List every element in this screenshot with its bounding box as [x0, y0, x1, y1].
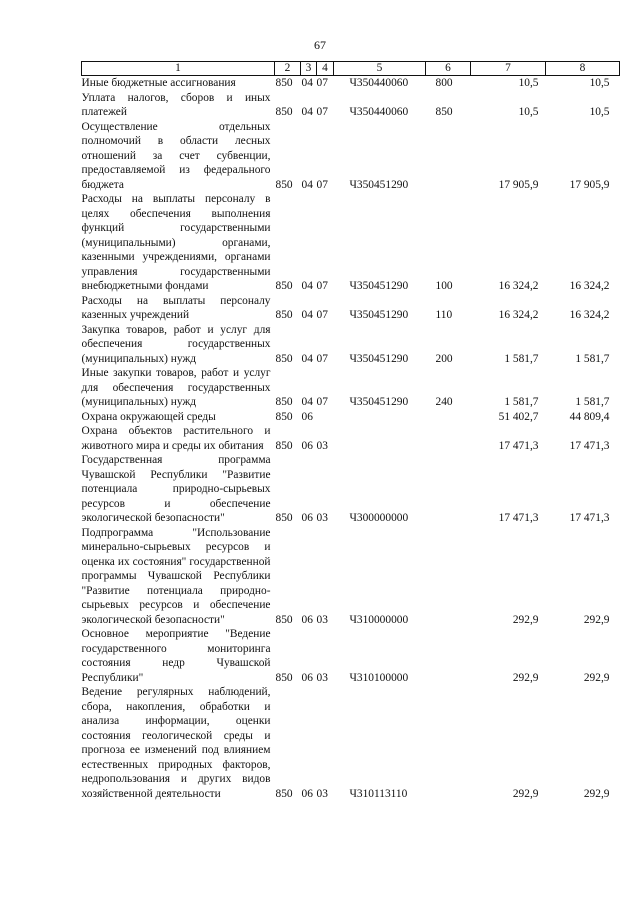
row-sum-year-2: 44 809,4 — [569, 410, 610, 423]
table-row — [82, 627, 620, 685]
row-subsection-code — [317, 410, 334, 425]
row-expense-type: 800 — [435, 77, 453, 89]
row-name: Ведение регулярных наблюдений, сбора, накопления, обработки и анализа информации, оценки состояния геологической среды и прогноза ее изменений под влиянием естественных природных факторов, недропользования и других видов хозяйственной деятельности — [81, 686, 271, 800]
row-expense-type: 100 — [435, 280, 453, 292]
header-row — [82, 62, 620, 76]
row-sum-year-2: 1 581,7 — [575, 396, 610, 408]
row-ministry-code: 850 — [275, 396, 293, 408]
table-row — [82, 91, 620, 120]
row-target-article: Ч350451290 — [349, 396, 409, 408]
row-target-article: Ч350451290 — [349, 309, 409, 321]
table-row — [82, 192, 620, 294]
row-section-code: 06 — [301, 787, 313, 800]
row-ministry-code: 850 — [275, 613, 293, 626]
row-section-code: 04 — [301, 178, 313, 191]
row-sum-year-1: 1 581,7 — [504, 396, 539, 408]
row-section-code: 06 — [301, 671, 313, 684]
row-target-article — [334, 424, 426, 453]
row-sum-year-2: 16 324,2 — [569, 309, 610, 321]
header-col-6: 6 — [426, 62, 471, 76]
row-target-article: Ч350451290 — [349, 280, 409, 292]
row-expense-type — [426, 526, 471, 628]
row-expense-type — [426, 627, 471, 685]
row-sum-year-1: 51 402,7 — [498, 410, 539, 423]
page-number: 67 — [314, 38, 326, 52]
row-sum-year-2: 1 581,7 — [575, 352, 610, 365]
row-name: Иные закупки товаров, работ и услуг для обеспечения государственных (муниципальных) нужд — [81, 367, 271, 408]
row-sum-year-2: 292,9 — [583, 613, 610, 626]
table-row — [82, 120, 620, 193]
row-target-article: Ч310113110 — [349, 787, 408, 800]
row-expense-type — [426, 424, 471, 453]
table-row — [82, 453, 620, 526]
header-col-8: 8 — [546, 62, 620, 76]
row-subsection-code: 03 — [316, 613, 328, 626]
row-ministry-code: 850 — [275, 439, 293, 452]
table-row — [82, 410, 620, 425]
row-sum-year-2: 292,9 — [583, 787, 610, 800]
row-sum-year-2: 10,5 — [589, 77, 610, 89]
row-target-article: Ч300000000 — [349, 512, 409, 524]
row-name: Охрана объектов растительного и животного мира и среды их обитания — [81, 425, 271, 452]
table-row — [82, 294, 620, 323]
row-ministry-code: 850 — [275, 309, 293, 321]
row-subsection-code: 07 — [316, 396, 328, 408]
row-sum-year-1: 10,5 — [518, 77, 539, 89]
row-name: Охрана окружающей среды — [81, 410, 216, 423]
row-ministry-code: 850 — [275, 352, 293, 365]
row-subsection-code: 03 — [316, 512, 328, 524]
row-sum-year-2: 292,9 — [583, 671, 610, 684]
row-subsection-code: 03 — [316, 671, 328, 684]
row-ministry-code: 850 — [275, 787, 293, 800]
row-ministry-code: 850 — [275, 77, 293, 89]
header-col-2: 2 — [275, 62, 301, 76]
row-expense-type: 110 — [435, 309, 453, 321]
row-target-article — [334, 410, 426, 425]
row-sum-year-1: 292,9 — [512, 613, 539, 626]
row-sum-year-1: 17 905,9 — [498, 178, 539, 191]
row-sum-year-2: 17 471,3 — [569, 512, 610, 524]
row-subsection-code: 07 — [316, 352, 328, 365]
row-name: Закупка товаров, работ и услуг для обеспечения государственных (муниципальных) нужд — [81, 323, 271, 365]
row-section-code: 04 — [301, 280, 313, 292]
row-name: Расходы на выплаты персоналу в целях обеспечения выполнения функций государственными (муниципальными) органами, казенными учреждениями, органами управления государственными внебюджетными фондами — [81, 193, 271, 292]
row-expense-type — [426, 453, 471, 526]
row-sum-year-2: 16 324,2 — [569, 280, 610, 292]
row-section-code: 06 — [301, 410, 313, 423]
row-sum-year-1: 292,9 — [512, 787, 539, 800]
row-sum-year-1: 17 471,3 — [498, 512, 539, 524]
table-row — [82, 526, 620, 628]
row-target-article: Ч350451290 — [349, 352, 409, 365]
row-subsection-code: 07 — [316, 77, 328, 89]
row-target-article: Ч350440060 — [349, 77, 409, 89]
row-sum-year-2: 17 471,3 — [569, 439, 610, 452]
table-row — [82, 323, 620, 367]
table-row — [82, 366, 620, 410]
row-section-code: 04 — [301, 106, 313, 118]
row-target-article: Ч350451290 — [349, 178, 409, 191]
row-sum-year-1: 16 324,2 — [498, 309, 539, 321]
table-row — [82, 685, 620, 801]
row-name: Основное мероприятие "Ведение государственного мониторинга состояния недр Чувашской Республики" — [81, 628, 271, 684]
budget-table — [81, 61, 620, 801]
row-sum-year-2: 10,5 — [589, 106, 610, 118]
row-ministry-code: 850 — [275, 106, 293, 118]
row-target-article: Ч350440060 — [349, 106, 409, 118]
row-subsection-code: 07 — [316, 106, 328, 118]
row-expense-type — [426, 120, 471, 193]
row-section-code: 04 — [301, 77, 313, 89]
row-subsection-code: 03 — [316, 439, 328, 452]
row-section-code: 04 — [301, 396, 313, 408]
row-sum-year-2: 17 905,9 — [569, 178, 610, 191]
row-sum-year-1: 16 324,2 — [498, 280, 539, 292]
row-ministry-code: 850 — [275, 280, 293, 292]
table-row — [82, 424, 620, 453]
row-target-article: Ч310000000 — [349, 613, 409, 626]
row-section-code: 06 — [301, 512, 313, 524]
row-name: Уплата налогов, сборов и иных платежей — [81, 91, 271, 118]
table-row — [82, 76, 620, 91]
row-target-article: Ч310100000 — [349, 671, 409, 684]
header-col-5: 5 — [334, 62, 426, 76]
row-subsection-code: 07 — [316, 178, 328, 191]
row-name: Государственная программа Чувашской Республики "Развитие потенциала природно-сырьевых ресурсов и обеспечение экологической безопасности" — [81, 454, 271, 524]
row-sum-year-1: 1 581,7 — [504, 352, 539, 365]
row-sum-year-1: 17 471,3 — [498, 439, 539, 452]
row-section-code: 04 — [301, 352, 313, 365]
table-header — [82, 62, 620, 76]
row-subsection-code: 07 — [316, 309, 328, 321]
row-section-code: 06 — [301, 613, 313, 626]
row-section-code: 04 — [301, 309, 313, 321]
row-name: Расходы на выплаты персоналу казенных учреждений — [81, 294, 271, 321]
row-name: Подпрограмма "Использование минерально-сырьевых ресурсов и оценка их состояния" государственной программы Чувашской Республики "Развитие потенциала природно-сырьевых ресурсов и обеспечение экологической безопасности" — [81, 526, 271, 626]
row-expense-type — [426, 410, 471, 425]
row-expense-type: 240 — [435, 396, 453, 408]
row-expense-type — [426, 685, 471, 801]
row-ministry-code: 850 — [275, 410, 293, 423]
header-col-1: 1 — [82, 62, 275, 76]
table-body — [82, 76, 620, 802]
header-col-4: 4 — [317, 62, 334, 76]
row-sum-year-1: 10,5 — [518, 106, 539, 118]
row-name: Осуществление отдельных полномочий в области лесных отношений за счет субвенции, предоставляемой из федерального бюджета — [81, 120, 271, 191]
row-subsection-code: 03 — [316, 787, 328, 800]
row-ministry-code: 850 — [275, 512, 293, 524]
row-name: Иные бюджетные ассигнования — [81, 77, 236, 89]
row-ministry-code: 850 — [275, 178, 293, 191]
row-section-code: 06 — [301, 439, 313, 452]
row-subsection-code: 07 — [316, 280, 328, 292]
row-expense-type: 850 — [435, 106, 453, 118]
row-ministry-code: 850 — [275, 671, 293, 684]
header-col-7: 7 — [471, 62, 546, 76]
header-col-3: 3 — [301, 62, 317, 76]
row-expense-type: 200 — [435, 352, 453, 365]
row-sum-year-1: 292,9 — [512, 671, 539, 684]
